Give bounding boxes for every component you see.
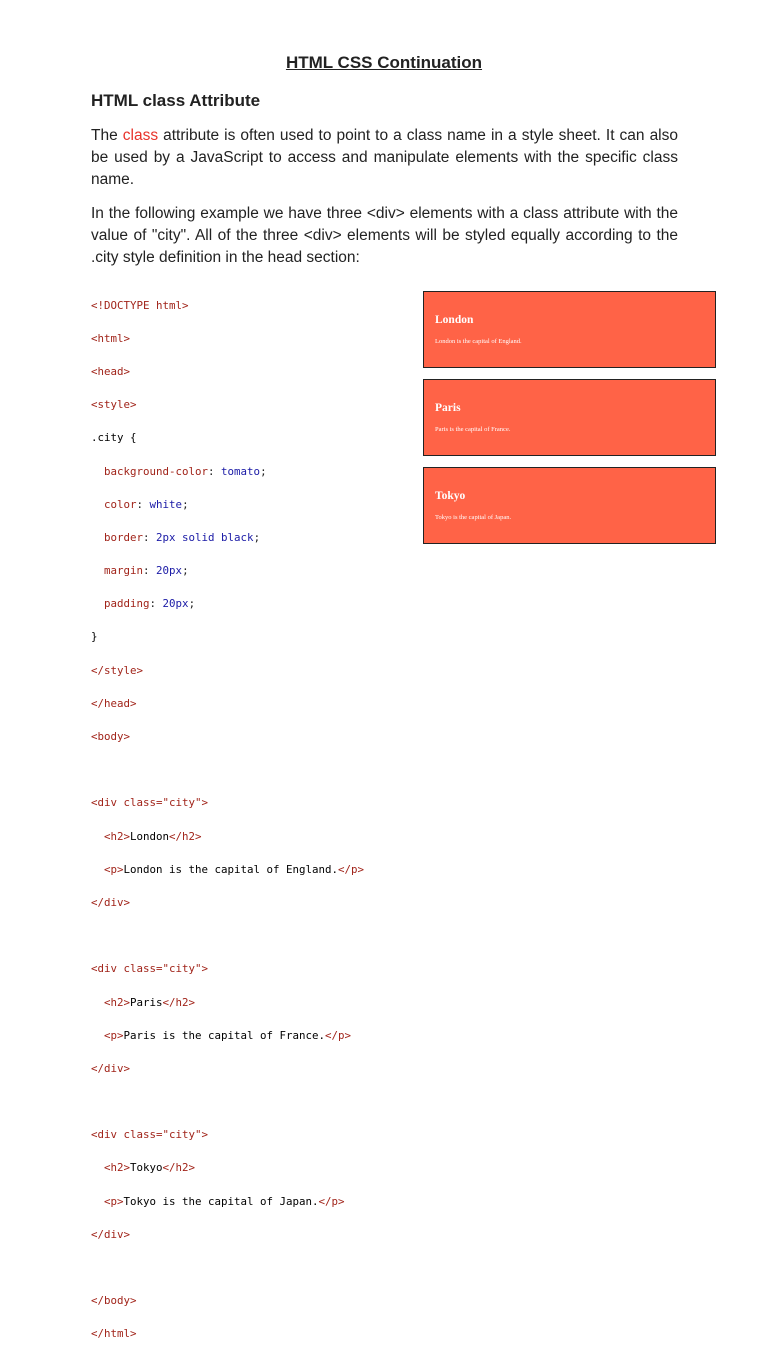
code-text: Tokyo <box>130 1161 163 1175</box>
code-line <box>91 1194 364 1211</box>
code-doctype: <!DOCTYPE html> <box>91 298 189 312</box>
city-name: Paris <box>435 402 461 414</box>
code-blank-line <box>91 1260 364 1277</box>
css-value: white <box>149 497 183 511</box>
css-property: background-color <box>104 464 209 478</box>
css-property: padding <box>104 597 150 611</box>
code-line: margin: 20px; <box>104 564 189 578</box>
code-line <box>91 663 364 680</box>
code-line: color: white; <box>104 497 189 511</box>
css-property: margin <box>104 564 144 578</box>
code-line: background-color: tomato; <box>104 464 267 478</box>
page-title: HTML CSS Continuation <box>285 53 483 72</box>
code-line <box>91 1160 364 1177</box>
code-blank-line <box>91 1094 364 1111</box>
city-description: Paris is the capital of France. <box>435 426 511 433</box>
code-tag: </div> <box>91 895 131 909</box>
code-tag: <div class="city"> <box>91 796 209 810</box>
code-tag: <h2> <box>104 829 131 843</box>
code-line <box>91 331 364 348</box>
code-text: Paris <box>130 995 163 1009</box>
city-box-paris <box>423 379 716 456</box>
code-line <box>91 1326 364 1343</box>
code-tag: <body> <box>91 730 131 744</box>
css-value: 2px solid black <box>156 530 254 544</box>
css-value: 20px <box>162 597 189 611</box>
code-tag: </div> <box>91 1227 131 1241</box>
code-line <box>91 1227 364 1244</box>
city-description: Tokyo is the capital of Japan. <box>435 514 512 521</box>
code-text: London <box>130 829 170 843</box>
code-line <box>91 364 364 381</box>
code-line <box>91 961 364 978</box>
css-property: border <box>104 530 144 544</box>
css-value: tomato <box>221 464 261 478</box>
code-tag: </head> <box>91 696 137 710</box>
code-text: Paris is the capital of France. <box>123 1028 326 1042</box>
css-close-brace: } <box>91 630 98 644</box>
code-line <box>91 397 364 414</box>
intro-text-start: The <box>91 127 123 144</box>
css-selector: .city { <box>91 431 137 445</box>
code-tag: </p> <box>318 1194 345 1208</box>
code-line <box>91 729 364 746</box>
code-tag: <style> <box>91 398 137 412</box>
rendered-output-preview <box>423 291 716 555</box>
code-tag: <html> <box>91 331 131 345</box>
class-keyword-highlight: class <box>122 127 159 144</box>
code-line <box>91 895 364 912</box>
code-line <box>91 795 364 812</box>
code-tag: <div class="city"> <box>91 962 209 976</box>
code-line <box>91 629 364 646</box>
code-tag: <p> <box>104 862 124 876</box>
city-box-tokyo <box>423 467 716 544</box>
code-tag: </html> <box>91 1327 137 1341</box>
code-line <box>91 829 364 846</box>
code-tag: <p> <box>104 1028 124 1042</box>
css-property: color <box>104 497 137 511</box>
code-line <box>91 1293 364 1310</box>
code-line <box>91 1028 364 1045</box>
code-line <box>91 995 364 1012</box>
code-blank-line <box>91 762 364 779</box>
code-tag: <p> <box>104 1194 124 1208</box>
code-tag: </div> <box>91 1061 131 1075</box>
code-tag: </p> <box>338 862 365 876</box>
code-tag: </p> <box>325 1028 352 1042</box>
city-name: London <box>435 314 474 326</box>
code-tag: </h2> <box>162 1161 196 1175</box>
intro-paragraph <box>91 125 678 191</box>
code-line <box>91 696 364 713</box>
code-tag: <h2> <box>104 1161 131 1175</box>
code-line <box>91 298 364 315</box>
city-box-london <box>423 291 716 368</box>
code-line <box>91 1127 364 1144</box>
css-value: 20px <box>156 564 183 578</box>
code-tag: <div class="city"> <box>91 1128 209 1142</box>
code-line <box>91 430 364 447</box>
code-line <box>91 1061 364 1078</box>
code-tag: </h2> <box>162 995 196 1009</box>
code-text: London is the capital of England. <box>123 862 339 876</box>
city-name: Tokyo <box>435 490 466 502</box>
code-blank-line <box>91 928 364 945</box>
code-tag: </h2> <box>169 829 202 843</box>
code-tag: </body> <box>91 1294 137 1308</box>
code-tag: <head> <box>91 364 131 378</box>
code-line <box>91 862 364 879</box>
section-heading: HTML class Attribute <box>91 91 261 110</box>
code-listing <box>91 281 364 1360</box>
code-tag: <h2> <box>104 995 131 1009</box>
intro-text-end: attribute is often used to point to a class name in a style sheet. It can also be used by a JavaScript to access and manipulate elements with the specific class name. <box>91 127 678 188</box>
code-line: border: 2px solid black; <box>104 530 261 544</box>
example-paragraph: In the following example we have three <div> elements with a class attribute with the value of "city". All of the three <div> elements will be styled equally according to the .city style definition in the head section: <box>91 205 678 266</box>
city-description: London is the capital of England. <box>435 338 522 345</box>
code-text: Tokyo is the capital of Japan. <box>123 1194 319 1208</box>
code-tag: </style> <box>91 663 144 677</box>
code-line: padding: 20px; <box>104 597 196 611</box>
